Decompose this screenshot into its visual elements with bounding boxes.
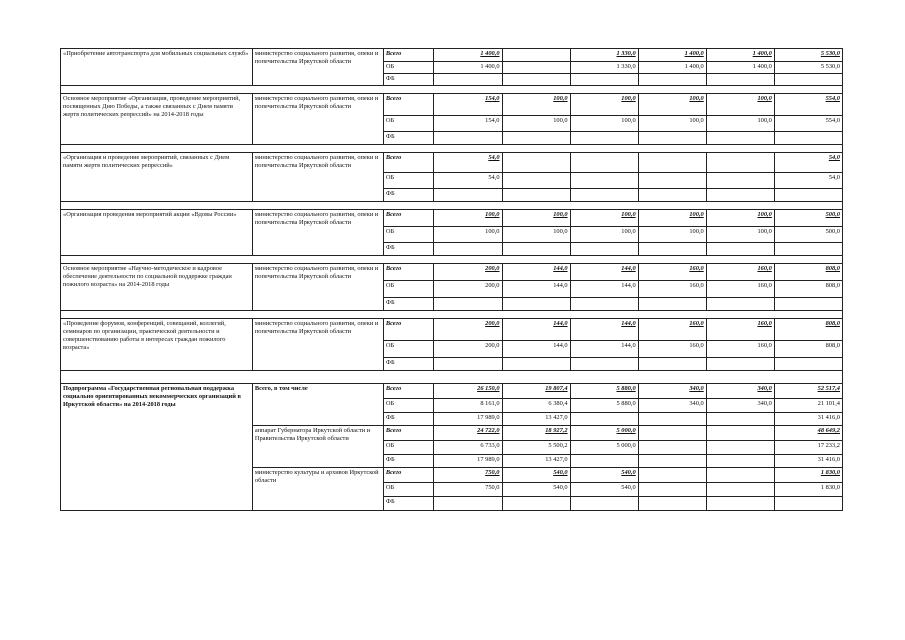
amount-cell: 13 427,0 xyxy=(502,455,570,468)
amount-cell: 100,0 xyxy=(502,227,570,243)
amount-cell xyxy=(706,413,774,426)
activity-name: «Проведение форумов, конференций, совещаний, коллегий, семинаров по организации, практической деятельности и совершенствованию работы в интересах граждан пожилого возраста» xyxy=(61,319,253,371)
amount-cell: 500,0 xyxy=(774,227,842,243)
amount-cell: 100,0 xyxy=(502,210,570,227)
amount-cell: 1 400,0 xyxy=(638,62,706,74)
table-row xyxy=(61,264,843,281)
amount-cell: 6 380,4 xyxy=(502,399,570,413)
spacer-cell xyxy=(61,202,843,210)
funding-type: ОБ xyxy=(383,116,434,132)
subprogram-name: Подпрограмма «Государственная региональная поддержка социально ориентированных некоммерческих организаций в Иркутской области» на 2014-2018 годы xyxy=(61,384,253,511)
amount-cell: 144,0 xyxy=(570,264,638,281)
amount-cell xyxy=(502,49,570,62)
spacer-row xyxy=(61,256,843,264)
amount-cell: 1 830,0 xyxy=(774,468,842,483)
amount-cell xyxy=(774,243,842,256)
amount-cell: 750,0 xyxy=(434,468,502,483)
funding-type: ФБ xyxy=(383,132,434,145)
amount-cell xyxy=(774,497,842,511)
amount-cell: 144,0 xyxy=(502,341,570,358)
amount-cell xyxy=(638,483,706,497)
amount-cell xyxy=(638,298,706,311)
amount-cell xyxy=(774,132,842,145)
amount-cell xyxy=(638,173,706,189)
amount-cell xyxy=(434,298,502,311)
executor-name: министерство социального развития, опеки и попечительства Иркутской области xyxy=(252,264,383,311)
spacer-cell xyxy=(61,145,843,153)
amount-cell xyxy=(434,243,502,256)
amount-cell: 1 400,0 xyxy=(638,49,706,62)
amount-cell: 100,0 xyxy=(706,210,774,227)
amount-cell: 19 807,4 xyxy=(502,384,570,399)
funding-type: ОБ xyxy=(383,173,434,189)
amount-cell xyxy=(774,358,842,371)
amount-cell: 5 000,0 xyxy=(570,426,638,441)
funding-type: ФБ xyxy=(383,413,434,426)
spacer-row xyxy=(61,145,843,153)
amount-cell xyxy=(502,189,570,202)
amount-cell: 200,0 xyxy=(434,319,502,341)
amount-cell: 5 880,0 xyxy=(570,399,638,413)
amount-cell: 144,0 xyxy=(570,341,638,358)
amount-cell xyxy=(570,358,638,371)
amount-cell xyxy=(638,132,706,145)
amount-cell xyxy=(570,243,638,256)
amount-cell: 17 989,0 xyxy=(434,413,502,426)
amount-cell xyxy=(434,497,502,511)
funding-type: ФБ xyxy=(383,497,434,511)
funding-type: ФБ xyxy=(383,243,434,256)
amount-cell: 144,0 xyxy=(570,281,638,298)
amount-cell xyxy=(706,189,774,202)
activity-name: «Организация проведения мероприятий акции «Вдовы России» xyxy=(61,210,253,256)
amount-cell: 31 416,0 xyxy=(774,455,842,468)
amount-cell xyxy=(638,468,706,483)
amount-cell xyxy=(434,358,502,371)
amount-cell: 54,0 xyxy=(434,173,502,189)
amount-cell: 154,0 xyxy=(434,116,502,132)
amount-cell: 160,0 xyxy=(638,319,706,341)
funding-type: Всего xyxy=(383,384,434,399)
funding-type: ОБ xyxy=(383,227,434,243)
amount-cell: 100,0 xyxy=(638,94,706,116)
amount-cell: 100,0 xyxy=(502,116,570,132)
amount-cell: 100,0 xyxy=(706,94,774,116)
amount-cell xyxy=(638,426,706,441)
spacer-cell xyxy=(61,256,843,264)
amount-cell: 144,0 xyxy=(502,264,570,281)
activity-name: «Организация и проведение мероприятий, связанных с Днем памяти жертв политических репрессий» xyxy=(61,153,253,202)
table-row xyxy=(61,153,843,173)
amount-cell xyxy=(502,298,570,311)
amount-cell: 18 927,2 xyxy=(502,426,570,441)
executor-name: министерство социального развития, опеки и попечительства Иркутской области xyxy=(252,94,383,145)
amount-cell xyxy=(434,74,502,86)
amount-cell xyxy=(706,358,774,371)
amount-cell xyxy=(774,74,842,86)
amount-cell: 5 530,0 xyxy=(774,62,842,74)
funding-type: Всего xyxy=(383,49,434,62)
funding-type: Всего xyxy=(383,94,434,116)
amount-cell xyxy=(570,413,638,426)
funding-type: ФБ xyxy=(383,189,434,202)
activity-name: Основное мероприятие «Научно-методическое и кадровое обеспечение деятельности по социальной поддержке граждан пожилого возраста» на 2014-2018 годы xyxy=(61,264,253,311)
funding-type: Всего xyxy=(383,264,434,281)
amount-cell: 808,0 xyxy=(774,281,842,298)
amount-cell: 160,0 xyxy=(638,281,706,298)
table-row xyxy=(61,319,843,341)
amount-cell: 808,0 xyxy=(774,341,842,358)
amount-cell xyxy=(706,132,774,145)
amount-cell xyxy=(570,74,638,86)
amount-cell: 5 500,2 xyxy=(502,441,570,455)
amount-cell: 554,0 xyxy=(774,94,842,116)
amount-cell: 1 400,0 xyxy=(706,62,774,74)
spacer-cell xyxy=(61,86,843,94)
amount-cell: 48 649,2 xyxy=(774,426,842,441)
amount-cell xyxy=(638,441,706,455)
executor-name: Всего, в том числе xyxy=(252,384,383,426)
amount-cell: 5 880,0 xyxy=(570,384,638,399)
amount-cell: 200,0 xyxy=(434,281,502,298)
amount-cell: 26 150,0 xyxy=(434,384,502,399)
amount-cell: 500,0 xyxy=(774,210,842,227)
amount-cell xyxy=(706,173,774,189)
amount-cell xyxy=(706,497,774,511)
amount-cell: 200,0 xyxy=(434,341,502,358)
amount-cell xyxy=(570,455,638,468)
spacer-row xyxy=(61,202,843,210)
amount-cell xyxy=(570,497,638,511)
amount-cell: 100,0 xyxy=(434,227,502,243)
amount-cell: 6 733,0 xyxy=(434,441,502,455)
executor-name: аппарат Губернатора Иркутской области и Правительства Иркутской области xyxy=(252,426,383,468)
amount-cell xyxy=(502,74,570,86)
amount-cell: 160,0 xyxy=(706,319,774,341)
funding-type: ФБ xyxy=(383,74,434,86)
spacer-cell xyxy=(61,371,843,384)
amount-cell xyxy=(502,132,570,145)
amount-cell: 100,0 xyxy=(706,116,774,132)
amount-cell: 100,0 xyxy=(638,227,706,243)
spacer-row xyxy=(61,311,843,319)
spacer-row xyxy=(61,371,843,384)
amount-cell xyxy=(570,189,638,202)
funding-type: ФБ xyxy=(383,455,434,468)
amount-cell xyxy=(638,455,706,468)
amount-cell xyxy=(706,468,774,483)
activity-name: «Приобретение автотранспорта для мобильных социальных служб» xyxy=(61,49,253,86)
amount-cell: 24 722,0 xyxy=(434,426,502,441)
amount-cell: 340,0 xyxy=(638,384,706,399)
table-row xyxy=(61,210,843,227)
amount-cell xyxy=(706,153,774,173)
amount-cell: 100,0 xyxy=(570,227,638,243)
budget-table-body xyxy=(61,49,843,511)
amount-cell: 808,0 xyxy=(774,264,842,281)
amount-cell: 100,0 xyxy=(638,116,706,132)
amount-cell: 100,0 xyxy=(502,94,570,116)
funding-type: ФБ xyxy=(383,298,434,311)
amount-cell: 54,0 xyxy=(774,153,842,173)
funding-type: ОБ xyxy=(383,281,434,298)
amount-cell xyxy=(706,483,774,497)
amount-cell: 160,0 xyxy=(638,341,706,358)
amount-cell: 540,0 xyxy=(570,483,638,497)
amount-cell: 154,0 xyxy=(434,94,502,116)
amount-cell: 540,0 xyxy=(570,468,638,483)
amount-cell: 808,0 xyxy=(774,319,842,341)
activity-name: Основное мероприятие «Организация, проведение мероприятий, посвященных Дню Победы, а также связанных с Днем памяти жертв политических репрессий» на 2014-2018 годы xyxy=(61,94,253,145)
funding-type: ОБ xyxy=(383,399,434,413)
amount-cell: 144,0 xyxy=(502,319,570,341)
amount-cell: 554,0 xyxy=(774,116,842,132)
amount-cell: 54,0 xyxy=(434,153,502,173)
table-row xyxy=(61,94,843,116)
amount-cell: 54,0 xyxy=(774,173,842,189)
funding-type: ОБ xyxy=(383,62,434,74)
amount-cell xyxy=(570,298,638,311)
funding-type: Всего xyxy=(383,426,434,441)
funding-type: Всего xyxy=(383,319,434,341)
amount-cell: 160,0 xyxy=(638,264,706,281)
spacer-row xyxy=(61,86,843,94)
amount-cell xyxy=(570,173,638,189)
funding-type: Всего xyxy=(383,210,434,227)
amount-cell xyxy=(638,153,706,173)
amount-cell xyxy=(706,441,774,455)
executor-name: министерство социального развития, опеки и попечительства Иркутской области xyxy=(252,153,383,202)
executor-name: министерство социального развития, опеки и попечительства Иркутской области xyxy=(252,49,383,86)
budget-table xyxy=(60,48,843,511)
executor-name: министерство социального развития, опеки и попечительства Иркутской области xyxy=(252,210,383,256)
amount-cell: 1 830,0 xyxy=(774,483,842,497)
amount-cell: 200,0 xyxy=(434,264,502,281)
amount-cell xyxy=(774,298,842,311)
amount-cell: 8 161,0 xyxy=(434,399,502,413)
amount-cell: 21 101,4 xyxy=(774,399,842,413)
amount-cell: 340,0 xyxy=(638,399,706,413)
amount-cell xyxy=(638,74,706,86)
amount-cell: 100,0 xyxy=(706,227,774,243)
amount-cell xyxy=(502,62,570,74)
amount-cell: 750,0 xyxy=(434,483,502,497)
amount-cell: 31 416,0 xyxy=(774,413,842,426)
amount-cell xyxy=(638,358,706,371)
amount-cell: 540,0 xyxy=(502,483,570,497)
funding-type: ОБ xyxy=(383,341,434,358)
amount-cell: 1 400,0 xyxy=(434,62,502,74)
amount-cell: 144,0 xyxy=(570,319,638,341)
table-row xyxy=(61,384,843,399)
amount-cell: 13 427,0 xyxy=(502,413,570,426)
amount-cell: 340,0 xyxy=(706,384,774,399)
amount-cell xyxy=(502,173,570,189)
amount-cell xyxy=(570,132,638,145)
amount-cell: 1 400,0 xyxy=(706,49,774,62)
amount-cell: 540,0 xyxy=(502,468,570,483)
executor-name: министерство культуры и архивов Иркутской области xyxy=(252,468,383,511)
amount-cell: 5 000,0 xyxy=(570,441,638,455)
table-row xyxy=(61,49,843,62)
amount-cell xyxy=(638,413,706,426)
amount-cell: 160,0 xyxy=(706,281,774,298)
amount-cell: 52 517,4 xyxy=(774,384,842,399)
executor-name: министерство социального развития, опеки и попечительства Иркутской области xyxy=(252,319,383,371)
amount-cell: 5 530,0 xyxy=(774,49,842,62)
amount-cell xyxy=(638,497,706,511)
amount-cell: 160,0 xyxy=(706,264,774,281)
amount-cell xyxy=(706,243,774,256)
amount-cell: 1 330,0 xyxy=(570,62,638,74)
amount-cell: 17 989,0 xyxy=(434,455,502,468)
funding-type: ОБ xyxy=(383,441,434,455)
amount-cell xyxy=(502,153,570,173)
amount-cell xyxy=(706,74,774,86)
amount-cell: 144,0 xyxy=(502,281,570,298)
amount-cell: 1 330,0 xyxy=(570,49,638,62)
amount-cell: 100,0 xyxy=(570,116,638,132)
spacer-cell xyxy=(61,311,843,319)
amount-cell: 100,0 xyxy=(638,210,706,227)
amount-cell xyxy=(706,298,774,311)
amount-cell xyxy=(774,189,842,202)
amount-cell: 340,0 xyxy=(706,399,774,413)
amount-cell xyxy=(638,243,706,256)
amount-cell xyxy=(706,426,774,441)
amount-cell: 100,0 xyxy=(570,210,638,227)
amount-cell xyxy=(706,455,774,468)
funding-type: ОБ xyxy=(383,483,434,497)
funding-type: Всего xyxy=(383,468,434,483)
amount-cell: 100,0 xyxy=(434,210,502,227)
funding-type: ФБ xyxy=(383,358,434,371)
amount-cell xyxy=(434,132,502,145)
amount-cell: 1 400,0 xyxy=(434,49,502,62)
amount-cell: 100,0 xyxy=(570,94,638,116)
amount-cell xyxy=(502,358,570,371)
amount-cell xyxy=(502,497,570,511)
amount-cell xyxy=(502,243,570,256)
amount-cell: 17 233,2 xyxy=(774,441,842,455)
amount-cell xyxy=(638,189,706,202)
funding-type: Всего xyxy=(383,153,434,173)
amount-cell xyxy=(434,189,502,202)
amount-cell: 160,0 xyxy=(706,341,774,358)
amount-cell xyxy=(570,153,638,173)
